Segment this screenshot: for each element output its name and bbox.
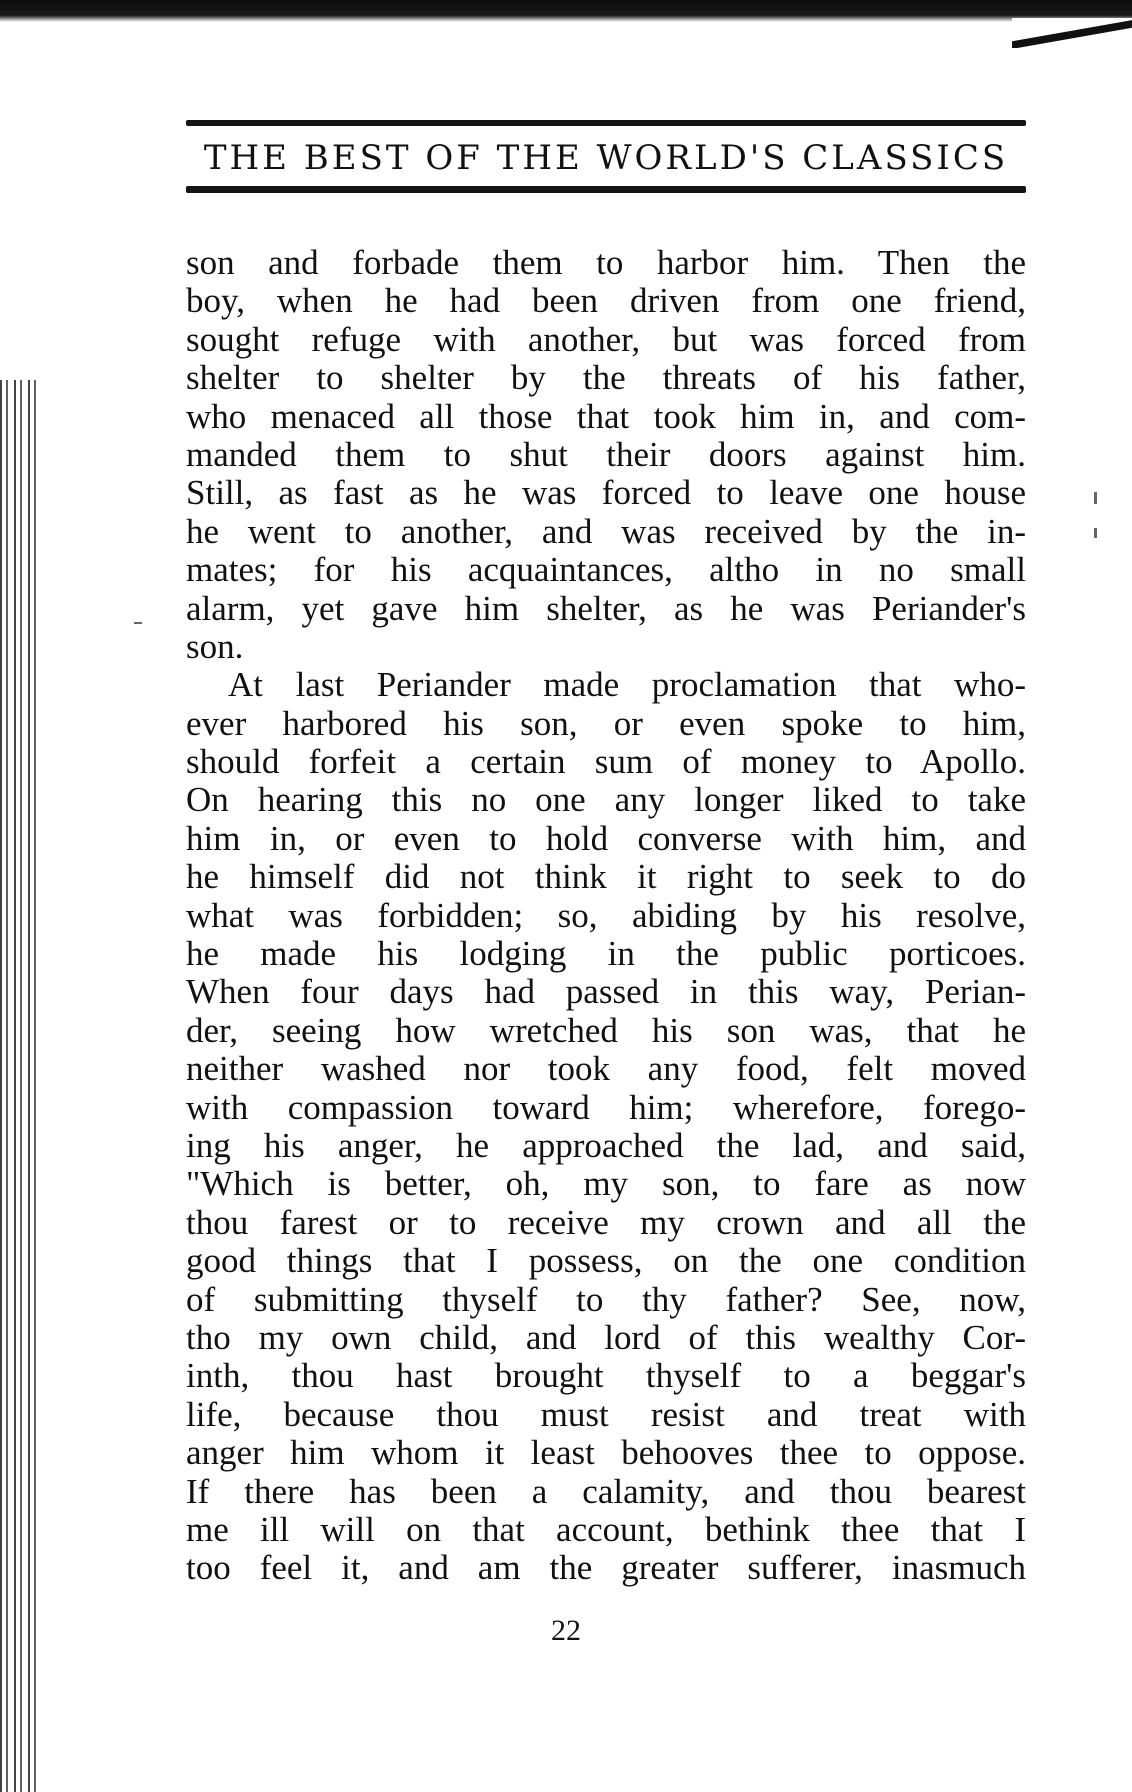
running-head-top-rule [186, 120, 1026, 126]
text-line: good things that I possess, on the one condition [186, 1241, 1026, 1281]
text-line: manded them to shut their doors against him. [186, 434, 1026, 474]
text-line: shelter to shelter by the threats of his father, [186, 358, 1026, 398]
text-line: sought refuge with another, but was forced from [186, 319, 1026, 359]
text-line: ever harbored his son, or even spoke to him, [186, 703, 1026, 743]
text-line: mates; for his acquaintances, altho in no small [186, 550, 1026, 590]
text-line: he himself did not think it right to seek to do [186, 857, 1026, 897]
text-line: he went to another, and was received by the in- [186, 511, 1026, 551]
text-line: him in, or even to hold converse with him, and [186, 818, 1026, 858]
running-head-bottom-rule [186, 186, 1026, 193]
text-line: When four days had passed in this way, Perian- [186, 972, 1026, 1012]
text-line: If there has been a calamity, and thou bearest [186, 1471, 1026, 1511]
margin-speck [1094, 528, 1097, 538]
text-line: should forfeit a certain sum of money to Apollo. [186, 742, 1026, 782]
scan-top-corner-mark [1012, 18, 1132, 48]
text-line: On hearing this no one any longer liked to take [186, 780, 1026, 820]
running-head-title: THE BEST OF THE WORLD'S CLASSICS [203, 138, 1009, 178]
text-line: der, seeing how wretched his son was, that he [186, 1010, 1026, 1050]
text-line: neither washed nor took any food, felt moved [186, 1049, 1026, 1089]
text-line: anger him whom it least behooves thee to oppose. [186, 1433, 1026, 1473]
text-line: tho my own child, and lord of this wealthy Cor- [186, 1317, 1026, 1357]
page-number: 22 [551, 1614, 581, 1647]
text-line: son. [186, 626, 244, 666]
scan-top-border [0, 0, 1132, 22]
text-line: he made his lodging in the public porticoes. [186, 934, 1026, 974]
text-line: life, because thou must resist and treat with [186, 1394, 1026, 1434]
margin-speck [1094, 492, 1097, 504]
text-line: thou farest or to receive my crown and all the [186, 1202, 1026, 1242]
text-line: son and forbade them to harbor him. Then the [186, 243, 1026, 282]
text-line: Still, as fast as he was forced to leave one house [186, 473, 1026, 513]
text-line: who menaced all those that took him in, and com- [186, 396, 1026, 436]
text-line: too feel it, and am the greater sufferer, inasmuch [186, 1548, 1026, 1588]
text-line: inth, thou hast brought thyself to a beggar's [186, 1356, 1026, 1396]
body-text [186, 244, 1026, 1588]
text-line: At last Periander made proclamation that who- [228, 665, 1026, 705]
scan-binding-edge [0, 380, 40, 1792]
text-line: what was forbidden; so, abiding by his resolve, [186, 895, 1026, 935]
text-line: with compassion toward him; wherefore, forego- [186, 1087, 1026, 1127]
running-head [186, 120, 1026, 193]
margin-speck [134, 622, 142, 624]
text-line: alarm, yet gave him shelter, as he was Periander's [186, 588, 1026, 628]
text-line: ing his anger, he approached the lad, and said, [186, 1125, 1026, 1165]
text-line: of submitting thyself to thy father? See, now, [186, 1279, 1026, 1319]
text-line: boy, when he had been driven from one friend, [186, 281, 1026, 321]
text-line: "Which is better, oh, my son, to fare as now [186, 1164, 1026, 1204]
text-line: me ill will on that account, bethink thee that I [186, 1509, 1026, 1549]
